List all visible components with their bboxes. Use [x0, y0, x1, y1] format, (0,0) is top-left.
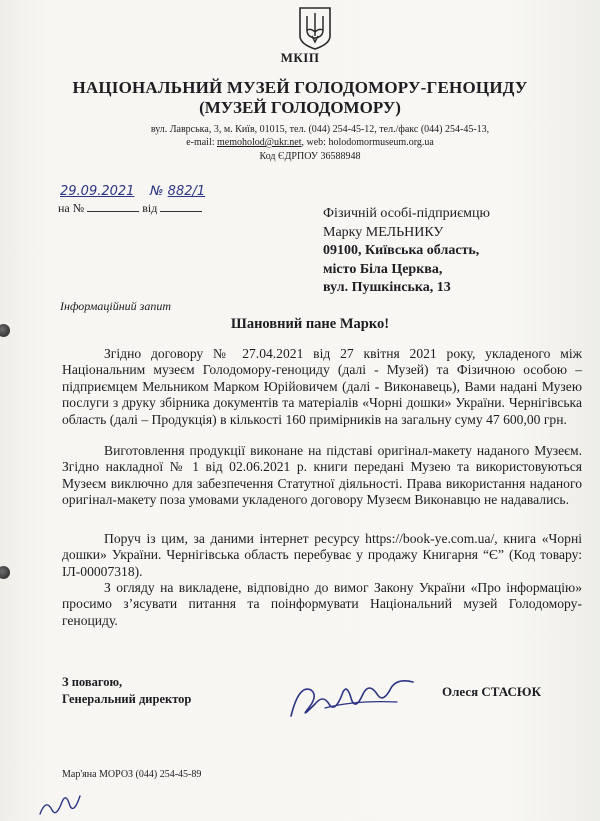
closing-block: З повагою, Генеральний директор: [62, 675, 192, 706]
binder-hole: [0, 566, 10, 579]
director-name: Олеся СТАСЮК: [442, 684, 541, 699]
salutation: Шановний пане Марко!: [230, 316, 390, 332]
ministry-name: МКІП: [280, 50, 320, 65]
document-type: Інформаційний запит: [60, 299, 172, 313]
executor-contact: Мар'яна МОРОЗ (044) 254-45-89: [62, 769, 202, 780]
handwritten-initials: [36, 788, 82, 818]
body-paragraph-1: Згідно договору № 27.04.2021 від 27 квітня 2021 року, укладеного між Національним музеєм Голодомору-геноциду (далі - Музей) та Фізичною особою – підприємцем Мельником Марком Юрійовичем (далі - Виконавець), Вами надані Музею послуги з друку збірника документів та матеріалів «Чорні дошки» України. Чернігівська область (далі – Продукція) в кількості 160 примірників на загальну суму 47 600,00 грн.: [62, 346, 582, 427]
registration-number: № 882/1: [150, 184, 206, 199]
body-paragraph-4: З огляду на викладене, відповідно до вимог Закону України «Про інформацію» просимо з’ясувати питання та поінформувати Національний музей Голодомору-геноциду.: [62, 580, 582, 628]
org-name-line1: НАЦІОНАЛЬНИЙ МУЗЕЙ ГОЛОДОМОРУ-ГЕНОЦИДУ: [72, 78, 528, 97]
email-link[interactable]: memoholod@ukr.net: [217, 137, 302, 148]
edrpou-code: Код ЄДРПОУ 36588948: [259, 151, 361, 162]
body-paragraph-3: Поруч із цим, за даними інтернет ресурсу https://book-ye.com.ua/, книга «Чорні дошки» України. Чернігівська область перебуває у продажу Книгарня “Є” (Код товару: ІЛ-00007318).: [62, 531, 582, 579]
org-email-web: e-mail: memoholod@ukr.net, web: holodomormuseum.org.ua: [186, 137, 434, 148]
org-name-line2: (МУЗЕЙ ГОЛОДОМОРУ): [199, 98, 401, 117]
org-address: вул. Лаврська, 3, м. Київ, 01015, тел. (044) 254-45-12, тел./факс (044) 254-45-13,: [150, 124, 490, 135]
binder-hole: [0, 324, 10, 337]
director-signature: [285, 664, 420, 726]
registration-date: 29.09.2021: [60, 184, 135, 199]
trident-emblem-icon: [298, 6, 332, 50]
addressee-block: Фізичній особі-підприємцю Марку МЕЛЬНИКУ 09100, Київська область, місто Біла Церква, вул. Пушкінська, 13: [323, 206, 490, 295]
body-paragraph-2: Виготовлення продукції виконане на підставі оригінал-макету наданого Музеєм. Згідно накладної № 1 від 02.06.2021 р. книги передані Музею та використовуються Музеєм виключно для забезпечення Статутної діяльності. Права використання наданого оригінал-макету поза умовами укладеного договору Музеєм Виконавцю не надавались.: [62, 443, 582, 508]
reference-line: на № від: [58, 201, 202, 216]
